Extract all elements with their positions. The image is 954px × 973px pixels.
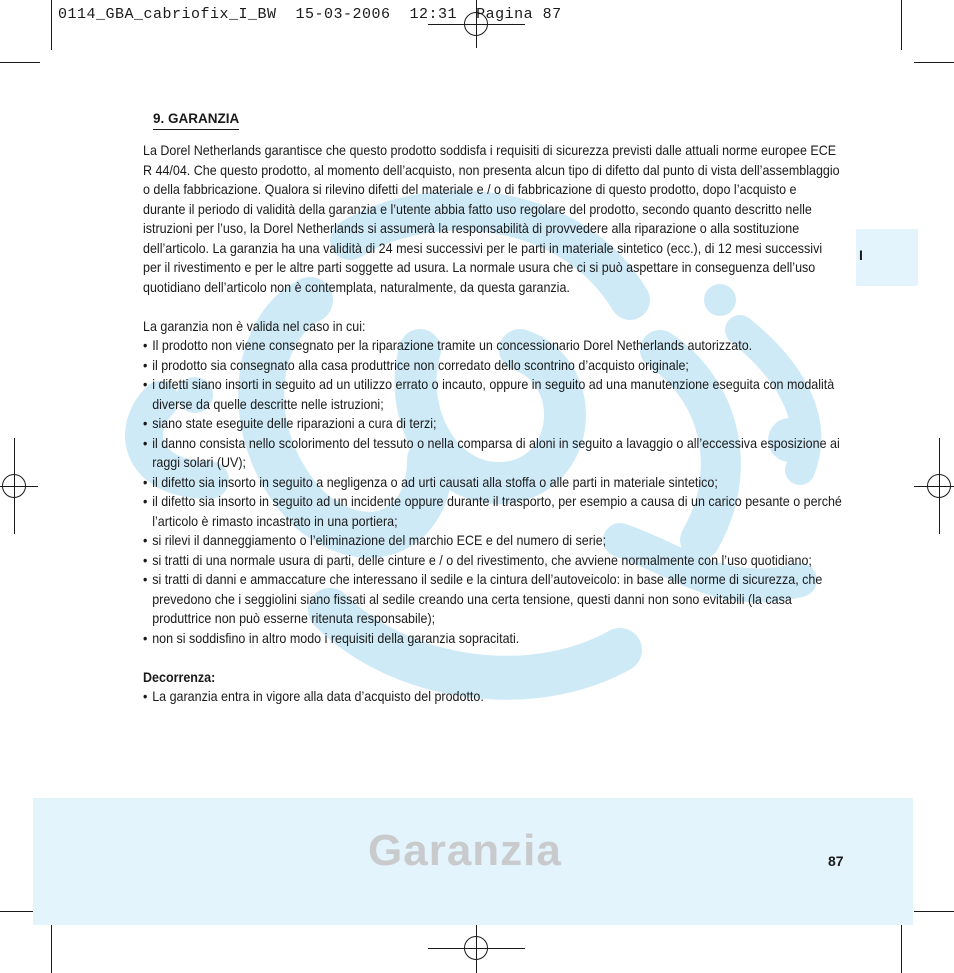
decorrenza-list	[143, 687, 842, 707]
list-item: • i difetti siano insorti in seguito ad un utilizzo errato o incauto, oppure in seguito ad una manutenzione eseguita con modalità diverse da quelle descritte nelle istruzioni;	[143, 375, 842, 414]
list-item: • La garanzia entra in vigore alla data d’acquisto del prodotto.	[143, 687, 842, 707]
crop-mark	[901, 0, 902, 50]
crop-mark	[0, 62, 40, 63]
list-item: • il difetto sia insorto in seguito ad un incidente oppure durante il trasporto, per esempio a causa di un carico pesante o perché l’articolo è rimasto incastrato in una portiera;	[143, 492, 842, 531]
warranty-text	[143, 141, 842, 707]
crop-mark	[51, 0, 52, 50]
intro-paragraph: La Dorel Netherlands garantisce che questo prodotto soddisfa i requisiti di sicurezza previsti dalle attuali norme europee ECE R 44/04. Che questo prodotto, al momento dell’acquisto, non presenta alcun tipo di difetto dal punto di vista dell’assemblaggio o della fabbricazione. Qualora si rilevino difetti del materiale e / o di fabbricazione di questo prodotto, dopo l’acquisto e durante il periodo di validità della garanzia e l’utente abbia fatto uso regolare del prodotto, secondo quanto descritto nelle istruzioni per l’uso, la Dorel Netherlands si assumerà la responsabilità di provvedere alla riparazione o alla sostituzione dell’articolo. La garanzia ha una validità di 24 mesi successivi per le parti in materiale sintetico (ecc.), di 12 mesi successivi per il rivestimento e per le altre parti soggette ad usura. La normale usura che ci si può aspettare in conseguenza dell’uso quotidiano dell’articolo non è contemplata, naturalmente, da questa garanzia.	[143, 143, 840, 295]
footer-title: Garanzia	[368, 826, 562, 875]
list-item: • si tratti di una normale usura di parti, delle cinture e / o del rivestimento, che avviene normalmente con l’uso quotidiano;	[143, 551, 842, 571]
list-item: • il prodotto sia consegnato alla casa produttrice non corredato dello scontrino d’acquisto originale;	[143, 356, 842, 376]
decorrenza-title: Decorrenza:	[143, 669, 216, 685]
page-number: 87	[828, 853, 844, 869]
crop-mark	[914, 62, 954, 63]
list-item: • il danno consista nello scolorimento del tessuto o nella comparsa di aloni in seguito a lavaggio o all’eccessiva esposizione ai raggi solari (UV);	[143, 434, 842, 473]
list-item: • si tratti di danni e ammaccature che interessano il sedile e la cintura dell’autoveicolo: in base alle norme di sicurezza, che prevedono che i seggiolini siano fissati al sedile creando una certa tensione, questi danni non sono evitabili (la casa produttrice non può esserne ritenuta responsabile);	[143, 570, 842, 629]
exclusions-list	[143, 336, 842, 648]
exclusions-intro: La garanzia non è valida nel caso in cui:	[143, 318, 366, 334]
list-item: • Il prodotto non viene consegnato per la riparazione tramite un concessionario Dorel Netherlands autorizzato.	[143, 336, 842, 356]
print-slug: 0114_GBA_cabriofix_I_BW 15-03-2006 12:31 Pagina 87	[58, 6, 562, 23]
crop-mark	[51, 925, 52, 973]
list-item: • si rilevi il danneggiamento o l’eliminazione del marchio ECE e del numero di serie;	[143, 531, 842, 551]
list-item: • siano state eseguite delle riparazioni a cura di terzi;	[143, 414, 842, 434]
language-tab-label: I	[859, 247, 863, 263]
crop-mark	[901, 925, 902, 973]
language-tab	[856, 229, 918, 286]
list-item: • il difetto sia insorto in seguito a negligenza o ad urti causati alla stoffa o alle parti in materiale sintetico;	[143, 473, 842, 493]
list-item: • non si soddisfino in altro modo i requisiti della garanzia sopracitati.	[143, 629, 842, 649]
crop-mark	[914, 911, 954, 912]
section-heading: 9. GARANZIA	[153, 111, 239, 130]
